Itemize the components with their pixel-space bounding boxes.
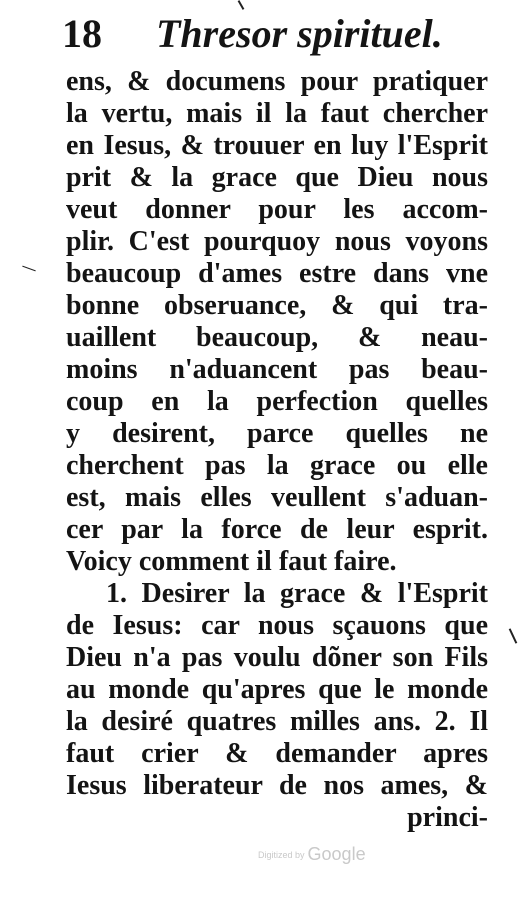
text-line: ens, & documens pour pratiquer	[66, 66, 488, 97]
text-line: 1. Desirer la grace & l'Esprit	[106, 578, 488, 609]
text-line: Iesus liberateur de nos ames, &	[66, 770, 488, 801]
scan-speck	[509, 628, 518, 643]
running-title: Thresor spirituel.	[156, 11, 443, 56]
text-line: au monde qu'apres que le monde	[66, 674, 488, 705]
text-line: est, mais elles veullent s'aduan-	[66, 482, 488, 513]
page-header	[62, 8, 492, 60]
text-line: la desiré quatres milles ans. 2. Il	[66, 706, 488, 737]
text-line: coup en la perfection quelles	[66, 386, 488, 417]
text-line: moins n'aduancent pas beau-	[66, 354, 488, 385]
text-line: la vertu, mais il la faut chercher	[66, 98, 488, 129]
digitization-watermark	[258, 844, 418, 868]
text-line: Dieu n'a pas voulu dõner son Fils	[66, 642, 488, 673]
text-line: bonne obseruance, & qui tra-	[66, 290, 488, 321]
text-line: veut donner pour les accom-	[66, 194, 488, 225]
watermark-brand: Google	[307, 844, 366, 864]
watermark-prefix: Digitized by	[258, 849, 305, 860]
text-line: cer par la force de leur esprit.	[66, 514, 488, 545]
text-line: plir. C'est pourquoy nous voyons	[66, 226, 488, 257]
page-number: 18	[62, 11, 102, 56]
text-line: faut crier & demander apres	[66, 738, 488, 769]
text-line: uaillent beaucoup, & neau-	[66, 322, 488, 353]
text-line: en Iesus, & trouuer en luy l'Esprit	[66, 130, 488, 161]
text-line: de Iesus: car nous sçauons que	[66, 610, 488, 641]
text-line: cherchent pas la grace ou elle	[66, 450, 488, 481]
text-line: y desirent, parce quelles ne	[66, 418, 488, 449]
text-line: princi-	[407, 802, 488, 833]
text-line: prit & la grace que Dieu nous	[66, 162, 488, 193]
text-line: beaucoup d'ames estre dans vne	[66, 258, 488, 289]
scan-speck	[22, 266, 35, 272]
text-line: Voicy comment il faut faire.	[66, 546, 397, 577]
